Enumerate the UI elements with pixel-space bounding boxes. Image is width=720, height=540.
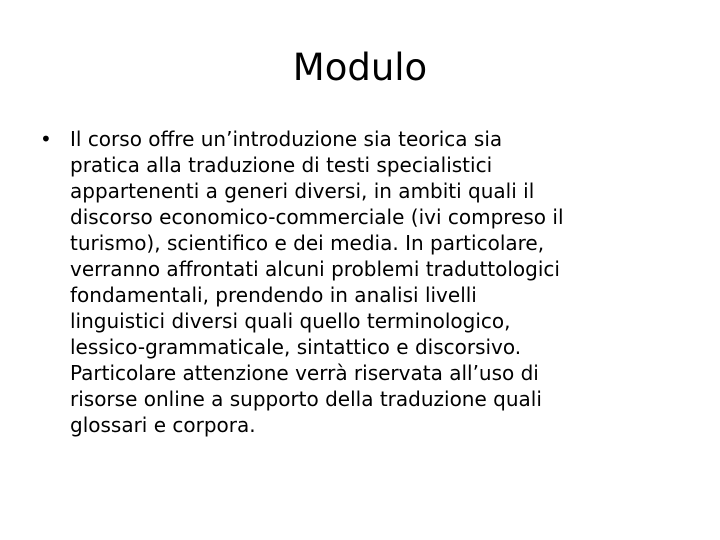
- bullet-text-line: Il corso offre un’introduzione sia teorica sia: [70, 127, 503, 151]
- bullet-item: [36, 126, 686, 438]
- bullet-text-line: glossari e corpora.: [70, 413, 256, 437]
- bullet-text-line: linguistici diversi quali quello terminologico,: [70, 309, 511, 333]
- bullet-icon: •: [40, 127, 52, 151]
- slide-title: Modulo: [292, 46, 428, 89]
- bullet-text-line: fondamentali, prendendo in analisi livelli: [70, 283, 477, 307]
- bullet-text-line: turismo), scientifico e dei media. In particolare,: [70, 231, 545, 255]
- bullet-text-line: pratica alla traduzione di testi specialistici: [70, 153, 493, 177]
- slide-content: [36, 126, 686, 438]
- bullet-text-line: discorso economico-commerciale (ivi compreso il: [70, 205, 564, 229]
- bullet-text-line: lessico-grammaticale, sintattico e discorsivo.: [70, 335, 522, 359]
- bullet-text-line: Particolare attenzione verrà riservata all’uso di: [70, 361, 539, 385]
- bullet-text-line: appartenenti a generi diversi, in ambiti quali il: [70, 179, 535, 203]
- bullet-text-line: verranno affrontati alcuni problemi traduttologici: [70, 257, 560, 281]
- bullet-text-line: risorse online a supporto della traduzione quali: [70, 387, 542, 411]
